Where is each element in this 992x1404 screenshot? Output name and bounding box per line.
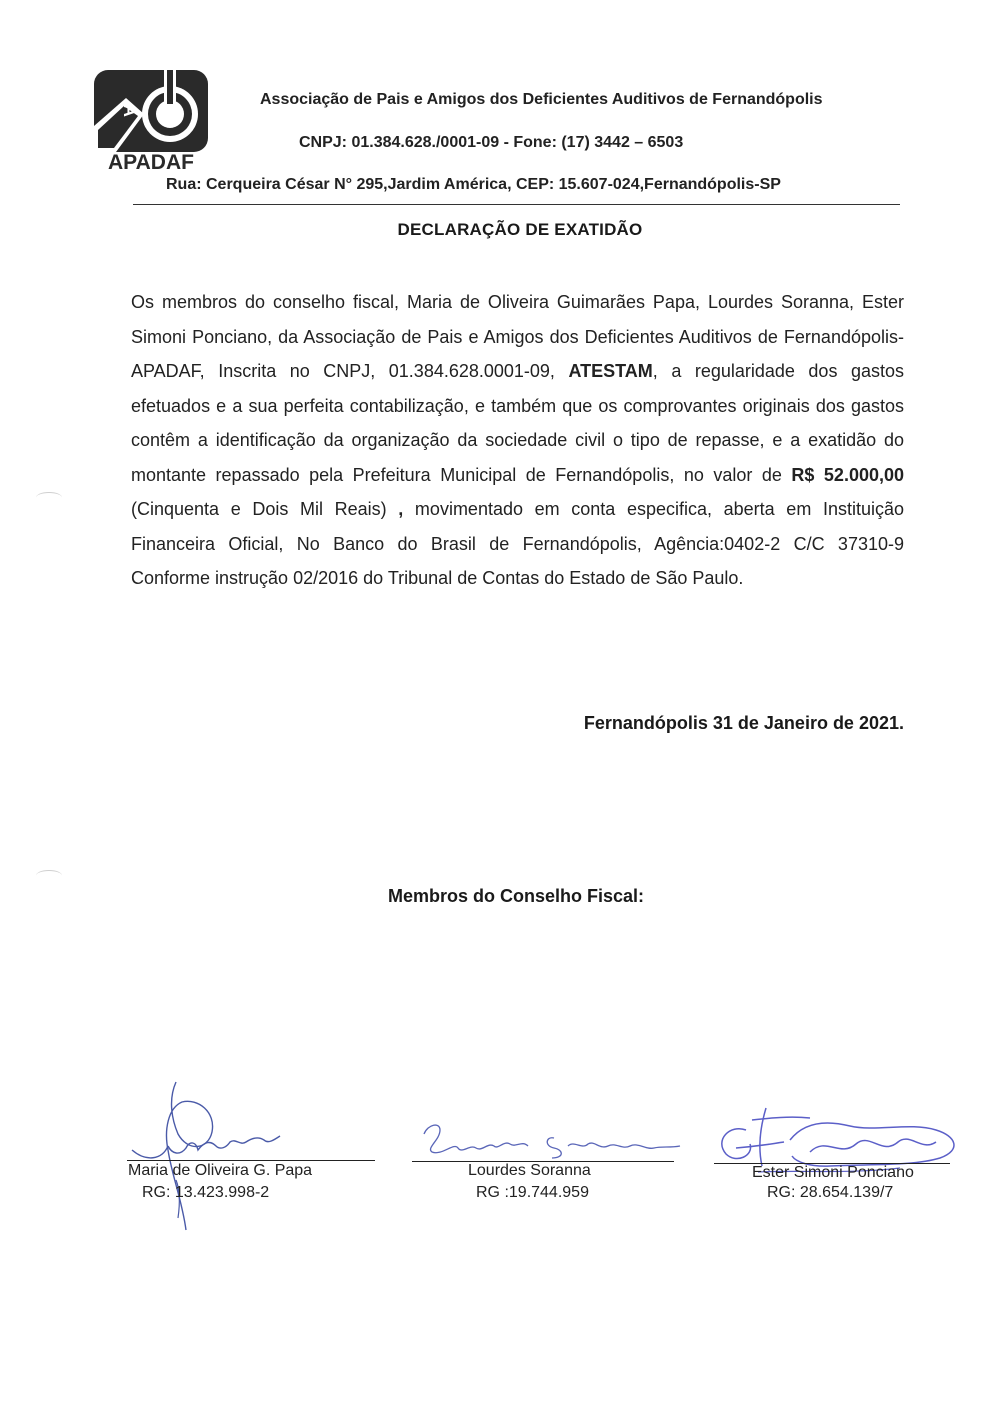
apadaf-logo-icon xyxy=(92,68,210,172)
logo-text: APADAF xyxy=(108,151,194,172)
declaration-body xyxy=(131,285,904,596)
document-title: DECLARAÇÃO DE EXATIDÃO xyxy=(397,220,643,239)
body-text-part: , a regularidade dos gastos efetuados e a sua perfeita contabilização, e também que os comprovantes originais dos gastos contêm a identificação da organização da sociedade civil o tipo de repasse, e a exatidão do montante repassado pela Prefeitura Municipal de Fernandópolis, no valor de xyxy=(131,361,904,485)
signatory-rg: RG: 28.654.139/7 xyxy=(767,1184,894,1201)
body-text-part: movimentado em conta especifica, aberta em Instituição Financeira Oficial, No Banco do Brasil de Fernandópolis, Agência:0402-2 C/C 37310-9 Conforme instrução 02/2016 do Tribunal de Contas do Estado de São Paulo. xyxy=(131,499,904,588)
organization-name: Associação de Pais e Amigos dos Deficientes Auditivos de Fernandópolis xyxy=(260,91,823,108)
punch-hole-mark xyxy=(36,870,62,881)
body-bold-amount: R$ 52.000,00 xyxy=(791,464,904,485)
council-title: Membros do Conselho Fiscal: xyxy=(387,886,645,906)
logo-letter: A xyxy=(120,104,140,117)
signatory-rg: RG :19.744.959 xyxy=(476,1184,589,1201)
apadaf-logo xyxy=(92,68,210,172)
body-text-part: Os membros do conselho fiscal, Maria de Oliveira Guimarães Papa, Lourdes Soranna, Ester Simoni Ponciano, da Associação de Pais e Amigos dos Deficientes Auditivos de Fernandópolis-APADAF, Inscrita no CNPJ, 01.384.628.0001-09, xyxy=(131,292,904,381)
signatory-name: Lourdes Soranna xyxy=(468,1162,591,1179)
organization-address: Rua: Cerqueira César N° 295,Jardim América, CEP: 15.607-024,Fernandópolis-SP xyxy=(166,176,781,193)
signatory-name: Ester Simoni Ponciano xyxy=(752,1164,914,1181)
signatory-rg: RG: 13.423.998-2 xyxy=(142,1184,270,1201)
signature-line-1 xyxy=(127,1160,375,1161)
header-divider xyxy=(133,204,900,205)
body-bold-atestam: ATESTAM xyxy=(568,361,653,381)
punch-hole-mark xyxy=(36,492,62,503)
organization-cnpj-phone: CNPJ: 01.384.628./0001-09 - Fone: (17) 3442 – 6503 xyxy=(299,134,684,151)
body-bold-comma: , xyxy=(398,499,404,519)
signature-scribble-2 xyxy=(418,1118,688,1166)
body-text-part: (Cinquenta e Dois Mil Reais) xyxy=(131,499,399,519)
signatory-name: Maria de Oliveira G. Papa xyxy=(128,1162,313,1179)
date-line: Fernandópolis 31 de Janeiro de 2021. xyxy=(583,713,904,733)
